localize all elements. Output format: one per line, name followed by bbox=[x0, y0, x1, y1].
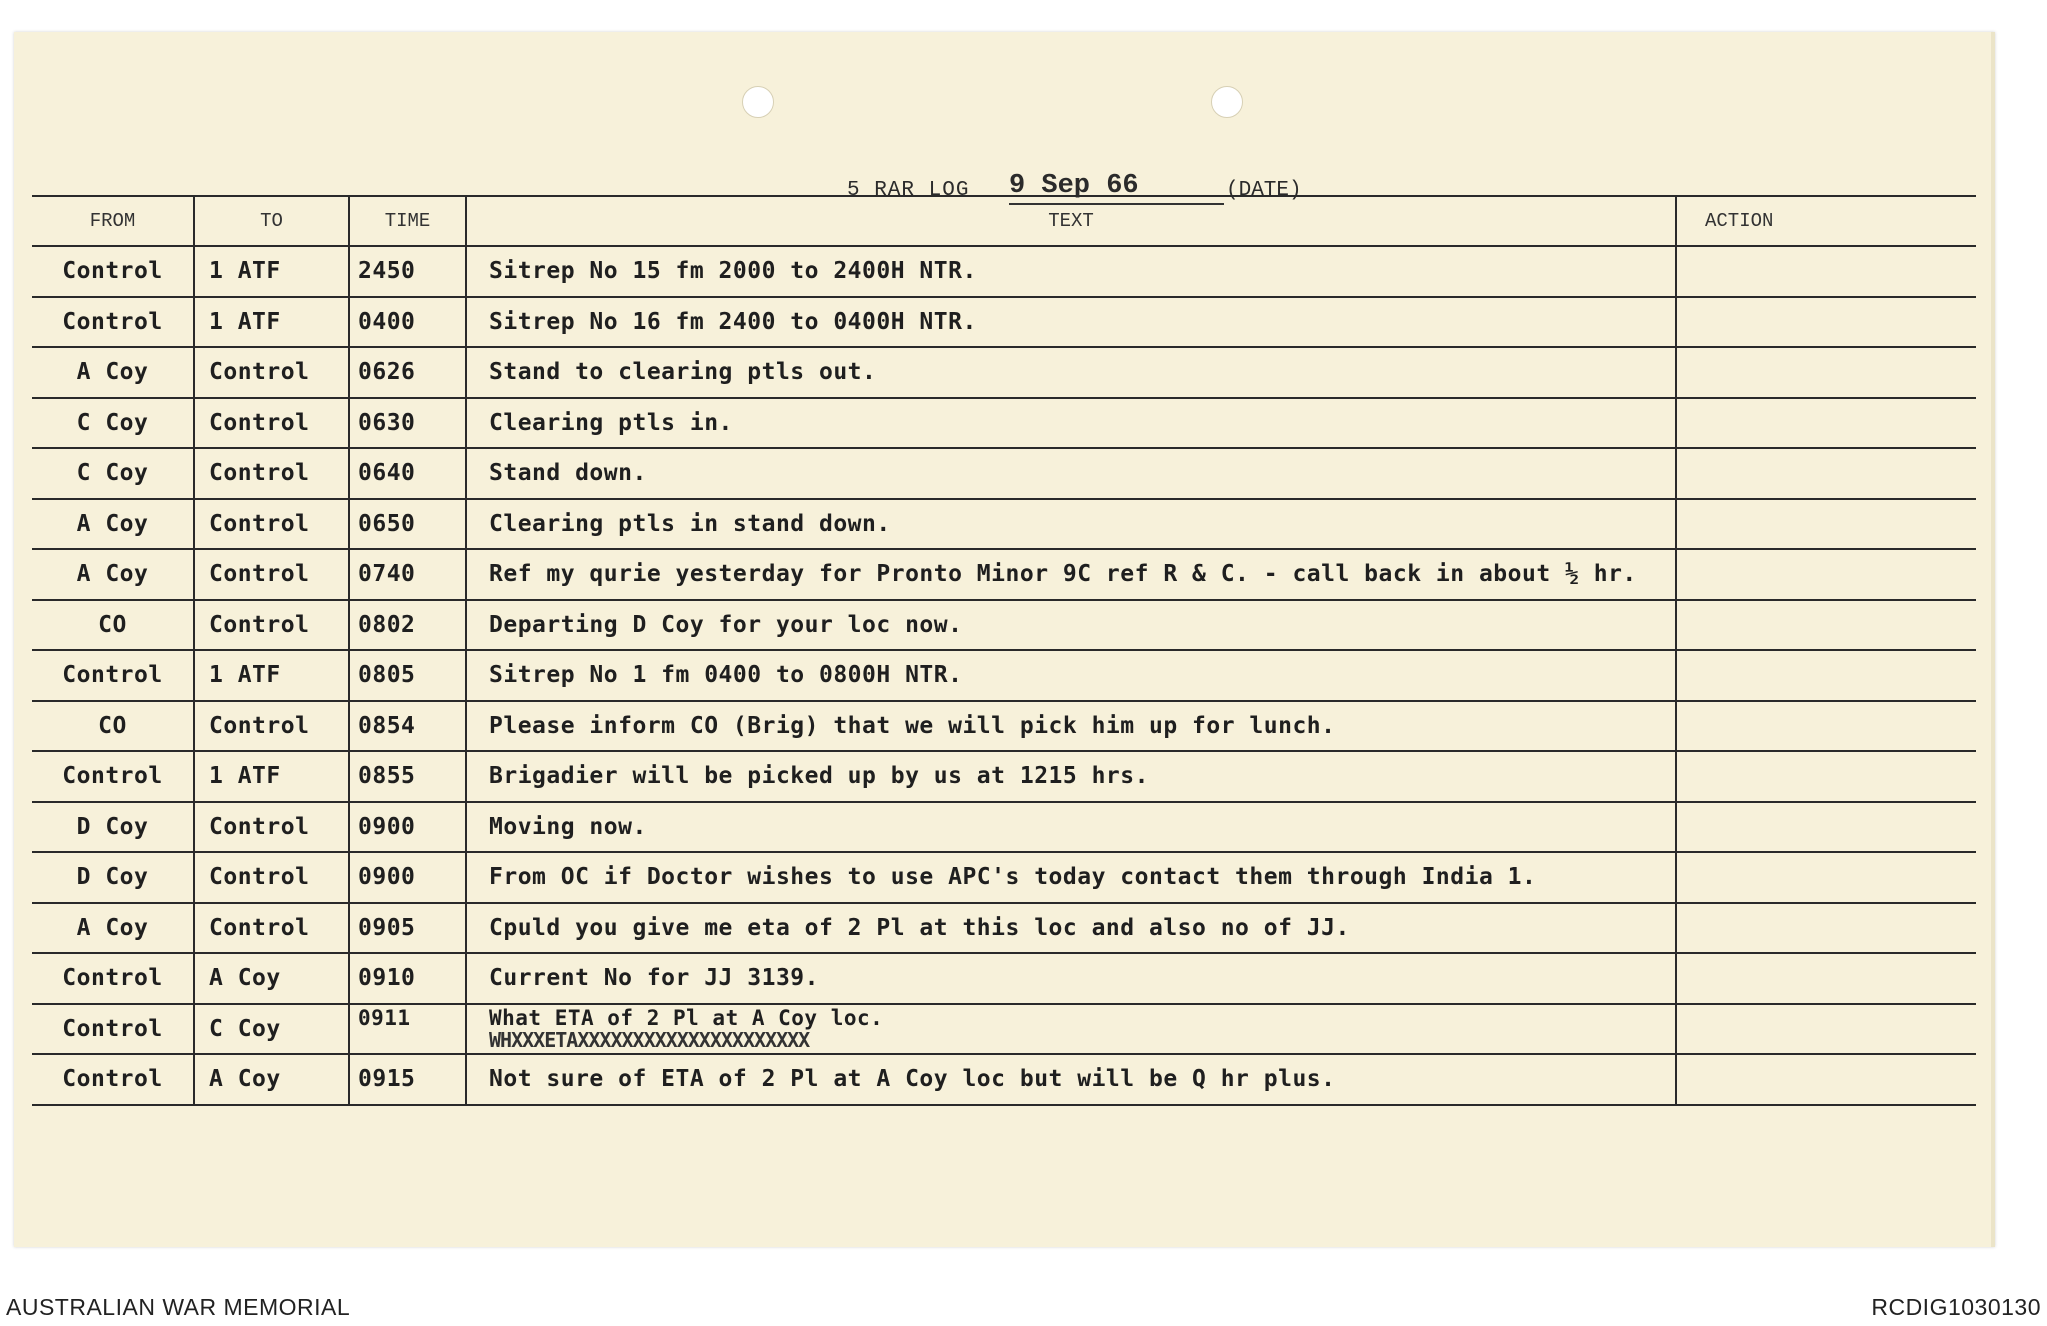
to-cell: 1 ATF bbox=[194, 751, 349, 802]
from-cell: A Coy bbox=[32, 499, 194, 550]
log-table bbox=[32, 195, 1976, 1106]
text-cell: Brigadier will be picked up by us at 1215 hrs. bbox=[466, 751, 1676, 802]
table-row bbox=[32, 650, 1976, 701]
from-cell: Control bbox=[32, 953, 194, 1004]
to-cell: Control bbox=[194, 448, 349, 499]
action-cell bbox=[1676, 751, 1976, 802]
text-cell: Stand down. bbox=[466, 448, 1676, 499]
text-cell: Not sure of ETA of 2 Pl at A Coy loc but will be Q hr plus. bbox=[466, 1054, 1676, 1105]
text-cell: Stand to clearing ptls out. bbox=[466, 347, 1676, 398]
to-cell: Control bbox=[194, 347, 349, 398]
action-cell bbox=[1676, 802, 1976, 853]
table-row bbox=[32, 751, 1976, 802]
from-cell: D Coy bbox=[32, 802, 194, 853]
text-cell: Departing D Coy for your loc now. bbox=[466, 600, 1676, 651]
header-from: FROM bbox=[32, 196, 194, 246]
to-cell: A Coy bbox=[194, 1054, 349, 1105]
to-cell: Control bbox=[194, 398, 349, 449]
time-cell: 0740 bbox=[349, 549, 466, 600]
from-cell: Control bbox=[32, 751, 194, 802]
from-cell: Control bbox=[32, 246, 194, 297]
action-cell bbox=[1676, 600, 1976, 651]
table-row bbox=[32, 499, 1976, 550]
from-cell: A Coy bbox=[32, 903, 194, 954]
table-row bbox=[32, 903, 1976, 954]
punch-hole-right bbox=[1211, 86, 1243, 118]
table-row bbox=[32, 398, 1976, 449]
table-row bbox=[32, 852, 1976, 903]
from-cell: Control bbox=[32, 1054, 194, 1105]
time-cell: 0910 bbox=[349, 953, 466, 1004]
punch-hole-left bbox=[742, 86, 774, 118]
time-cell: 2450 bbox=[349, 246, 466, 297]
text-cell: Ref my qurie yesterday for Pronto Minor 9C ref R & C. - call back in about ½ hr. bbox=[466, 549, 1676, 600]
action-cell bbox=[1676, 903, 1976, 954]
time-cell: 0630 bbox=[349, 398, 466, 449]
table-row bbox=[32, 1004, 1976, 1055]
table-row bbox=[32, 297, 1976, 348]
to-cell: Control bbox=[194, 802, 349, 853]
time-cell: 0905 bbox=[349, 903, 466, 954]
text-cell: Sitrep No 15 fm 2000 to 2400H NTR. bbox=[466, 246, 1676, 297]
time-cell bbox=[349, 1004, 466, 1055]
table-row bbox=[32, 246, 1976, 297]
header-time: TIME bbox=[349, 196, 466, 246]
time-value: 0911 bbox=[358, 1005, 411, 1030]
to-cell: Control bbox=[194, 499, 349, 550]
to-cell: Control bbox=[194, 600, 349, 651]
to-cell: C Coy bbox=[194, 1004, 349, 1055]
action-cell bbox=[1676, 650, 1976, 701]
from-cell: D Coy bbox=[32, 852, 194, 903]
table-row bbox=[32, 549, 1976, 600]
from-cell: C Coy bbox=[32, 448, 194, 499]
time-cell: 0640 bbox=[349, 448, 466, 499]
action-cell bbox=[1676, 852, 1976, 903]
log-date: 9 Sep 66 bbox=[1009, 171, 1224, 205]
action-cell bbox=[1676, 347, 1976, 398]
from-cell: CO bbox=[32, 701, 194, 752]
text-cell: From OC if Doctor wishes to use APC's today contact them through India 1. bbox=[466, 852, 1676, 903]
action-cell bbox=[1676, 1054, 1976, 1105]
text-cell: Clearing ptls in. bbox=[466, 398, 1676, 449]
time-cell: 0802 bbox=[349, 600, 466, 651]
time-cell: 0854 bbox=[349, 701, 466, 752]
action-cell bbox=[1676, 953, 1976, 1004]
to-cell: A Coy bbox=[194, 953, 349, 1004]
header-row bbox=[32, 196, 1976, 246]
time-cell: 0626 bbox=[349, 347, 466, 398]
time-cell: 0915 bbox=[349, 1054, 466, 1105]
action-cell bbox=[1676, 1004, 1976, 1055]
date-label: (DATE) bbox=[1226, 179, 1302, 202]
table-row bbox=[32, 600, 1976, 651]
from-cell: A Coy bbox=[32, 549, 194, 600]
table-row bbox=[32, 953, 1976, 1004]
text-cell bbox=[466, 1004, 1676, 1055]
to-cell: Control bbox=[194, 701, 349, 752]
action-cell bbox=[1676, 499, 1976, 550]
action-cell bbox=[1676, 246, 1976, 297]
header-to: TO bbox=[194, 196, 349, 246]
text-cell: Sitrep No 1 fm 0400 to 0800H NTR. bbox=[466, 650, 1676, 701]
from-cell: C Coy bbox=[32, 398, 194, 449]
action-cell bbox=[1676, 398, 1976, 449]
time-cell: 0400 bbox=[349, 297, 466, 348]
archive-id: RCDIG1030130 bbox=[1871, 1294, 2041, 1320]
table-row bbox=[32, 1054, 1976, 1105]
text-value: What ETA of 2 Pl at A Coy loc. bbox=[489, 1005, 884, 1030]
text-cell: Clearing ptls in stand down. bbox=[466, 499, 1676, 550]
time-blank bbox=[358, 1029, 465, 1051]
action-cell bbox=[1676, 701, 1976, 752]
from-cell: A Coy bbox=[32, 347, 194, 398]
text-cell: Please inform CO (Brig) that we will pick him up for lunch. bbox=[466, 701, 1676, 752]
table-row bbox=[32, 802, 1976, 853]
time-cell: 0805 bbox=[349, 650, 466, 701]
to-cell: Control bbox=[194, 903, 349, 954]
time-cell: 0855 bbox=[349, 751, 466, 802]
log-title: 5 RAR LOG bbox=[847, 179, 970, 202]
struck-text: WHXXXETAXXXXXXXXXXXXXXXXXXXXX bbox=[489, 1027, 810, 1052]
text-cell: Cpuld you give me eta of 2 Pl at this loc and also no of JJ. bbox=[466, 903, 1676, 954]
table-row bbox=[32, 347, 1976, 398]
action-cell bbox=[1676, 549, 1976, 600]
time-cell: 0650 bbox=[349, 499, 466, 550]
from-cell: Control bbox=[32, 650, 194, 701]
to-cell: 1 ATF bbox=[194, 650, 349, 701]
header-action: ACTION bbox=[1676, 196, 1976, 246]
to-cell: 1 ATF bbox=[194, 297, 349, 348]
text-cell: Current No for JJ 3139. bbox=[466, 953, 1676, 1004]
to-cell: Control bbox=[194, 852, 349, 903]
time-cell: 0900 bbox=[349, 852, 466, 903]
time-cell: 0900 bbox=[349, 802, 466, 853]
text-cell: Sitrep No 16 fm 2400 to 0400H NTR. bbox=[466, 297, 1676, 348]
action-cell bbox=[1676, 448, 1976, 499]
header-text: TEXT bbox=[466, 196, 1676, 246]
text-cell: Moving now. bbox=[466, 802, 1676, 853]
from-cell: CO bbox=[32, 600, 194, 651]
to-cell: 1 ATF bbox=[194, 246, 349, 297]
action-cell bbox=[1676, 297, 1976, 348]
to-cell: Control bbox=[194, 549, 349, 600]
table-row bbox=[32, 701, 1976, 752]
table-row bbox=[32, 448, 1976, 499]
from-cell: Control bbox=[32, 1004, 194, 1055]
from-cell: Control bbox=[32, 297, 194, 348]
archive-credit: AUSTRALIAN WAR MEMORIAL bbox=[6, 1294, 351, 1320]
